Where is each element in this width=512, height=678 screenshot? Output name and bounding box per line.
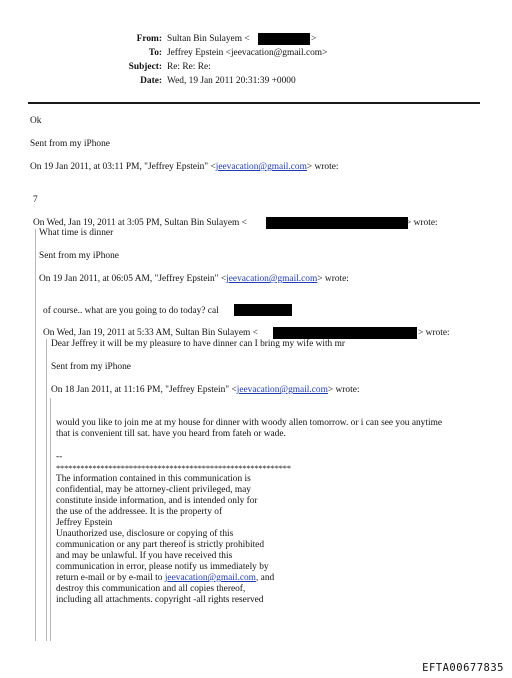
redaction-box: [258, 33, 310, 45]
email-link[interactable]: jeevacation@gmail.com: [164, 573, 256, 583]
message-body: What time is dinner: [39, 228, 114, 238]
message-body: Ok: [30, 116, 42, 126]
disclaimer-line: return e-mail or by e-mail to jeevacation@gmail.com, and: [56, 573, 275, 583]
signature-line: Sent from my iPhone: [51, 362, 131, 372]
quote-bar: [35, 229, 36, 641]
redaction-box: [234, 304, 292, 316]
redaction-box: [273, 327, 417, 339]
date-value: Wed, 19 Jan 2011 20:31:39 +0000: [167, 76, 296, 86]
signature-line: Sent from my iPhone: [30, 139, 110, 149]
quote-attribution: On Wed, Jan 19, 2011 at 3:05 PM, Sultan Bin Sulayem <: [33, 218, 247, 228]
disclaimer-line: communication in error, please notify us immediately by: [56, 562, 269, 572]
from-tail: >: [311, 34, 317, 44]
quote-bar: [46, 339, 47, 641]
quote-attribution: On Wed, Jan 19, 2011 at 5:33 AM, Sultan Bin Sulayem <: [43, 328, 258, 338]
disclaimer-line: constitute inside information, and is intended only for: [56, 496, 258, 506]
disclaimer-line: Jeffrey Epstein: [56, 518, 113, 528]
date-label: Date:: [140, 76, 162, 86]
message-body: 7: [33, 195, 38, 205]
signature-line: Sent from my iPhone: [39, 251, 119, 261]
subject-value: Re: Re: Re:: [167, 62, 211, 72]
email-link[interactable]: jeevacation@gmail.com: [215, 162, 307, 172]
subject-label: Subject:: [128, 62, 162, 72]
email-link[interactable]: jeevacation@gmail.com: [236, 385, 328, 395]
quote-attribution-tail: > wrote:: [406, 218, 438, 228]
message-body-line: would you like to join me at my house for dinner with woody allen tomorrow. or i can see you anytime: [56, 418, 443, 428]
disclaimer-line: communication or any part thereof is strictly prohibited: [56, 540, 265, 550]
disclaimer-line: destroy this communication and all copies thereof,: [56, 584, 246, 594]
disclaimer-line: the use of the addressee. It is the property of: [56, 507, 223, 517]
message-body: of course.. what are you going to do today? cal: [43, 306, 219, 316]
signature-dash: --: [56, 452, 63, 462]
disclaimer-line: The information contained in this communication is: [56, 474, 251, 484]
redaction-box: [266, 217, 408, 229]
to-value: Jeffrey Epstein <jeevacation@gmail.com>: [167, 48, 328, 58]
quote-attribution-tail: > wrote:: [418, 328, 450, 338]
to-label: To:: [148, 48, 162, 58]
disclaimer-line: including all attachments. copyright -all rights reserved: [56, 595, 264, 605]
message-body-line: that is convenient till sat. have you heard from fateh or wade.: [56, 429, 286, 439]
message-body: Dear Jeffrey it will be my pleasure to have dinner can I bring my wife with mr: [51, 339, 346, 349]
from-label: From:: [136, 34, 162, 44]
header-divider: [28, 102, 480, 104]
disclaimer-line: confidential, may be attorney-client privileged, may: [56, 485, 251, 495]
document-id: EFTA00677835: [422, 662, 504, 674]
quote-attribution: On 19 Jan 2011, at 06:05 AM, "Jeffrey Epstein" <jeevacation@gmail.com> wrote:: [39, 274, 349, 284]
separator-stars: **********************************************************: [56, 463, 291, 473]
quote-attribution: On 18 Jan 2011, at 11:16 PM, "Jeffrey Epstein" <jeevacation@gmail.com> wrote:: [51, 385, 360, 395]
email-link[interactable]: jeevacation@gmail.com: [226, 274, 318, 284]
from-value: Sultan Bin Sulayem <: [167, 34, 250, 44]
disclaimer-line: and may be unlawful. If you have received this: [56, 551, 233, 561]
quote-bar: [50, 398, 51, 641]
quote-attribution: On 19 Jan 2011, at 03:11 PM, "Jeffrey Epstein" <jeevacation@gmail.com> wrote:: [30, 162, 339, 172]
disclaimer-line: Unauthorized use, disclosure or copying of this: [56, 529, 234, 539]
